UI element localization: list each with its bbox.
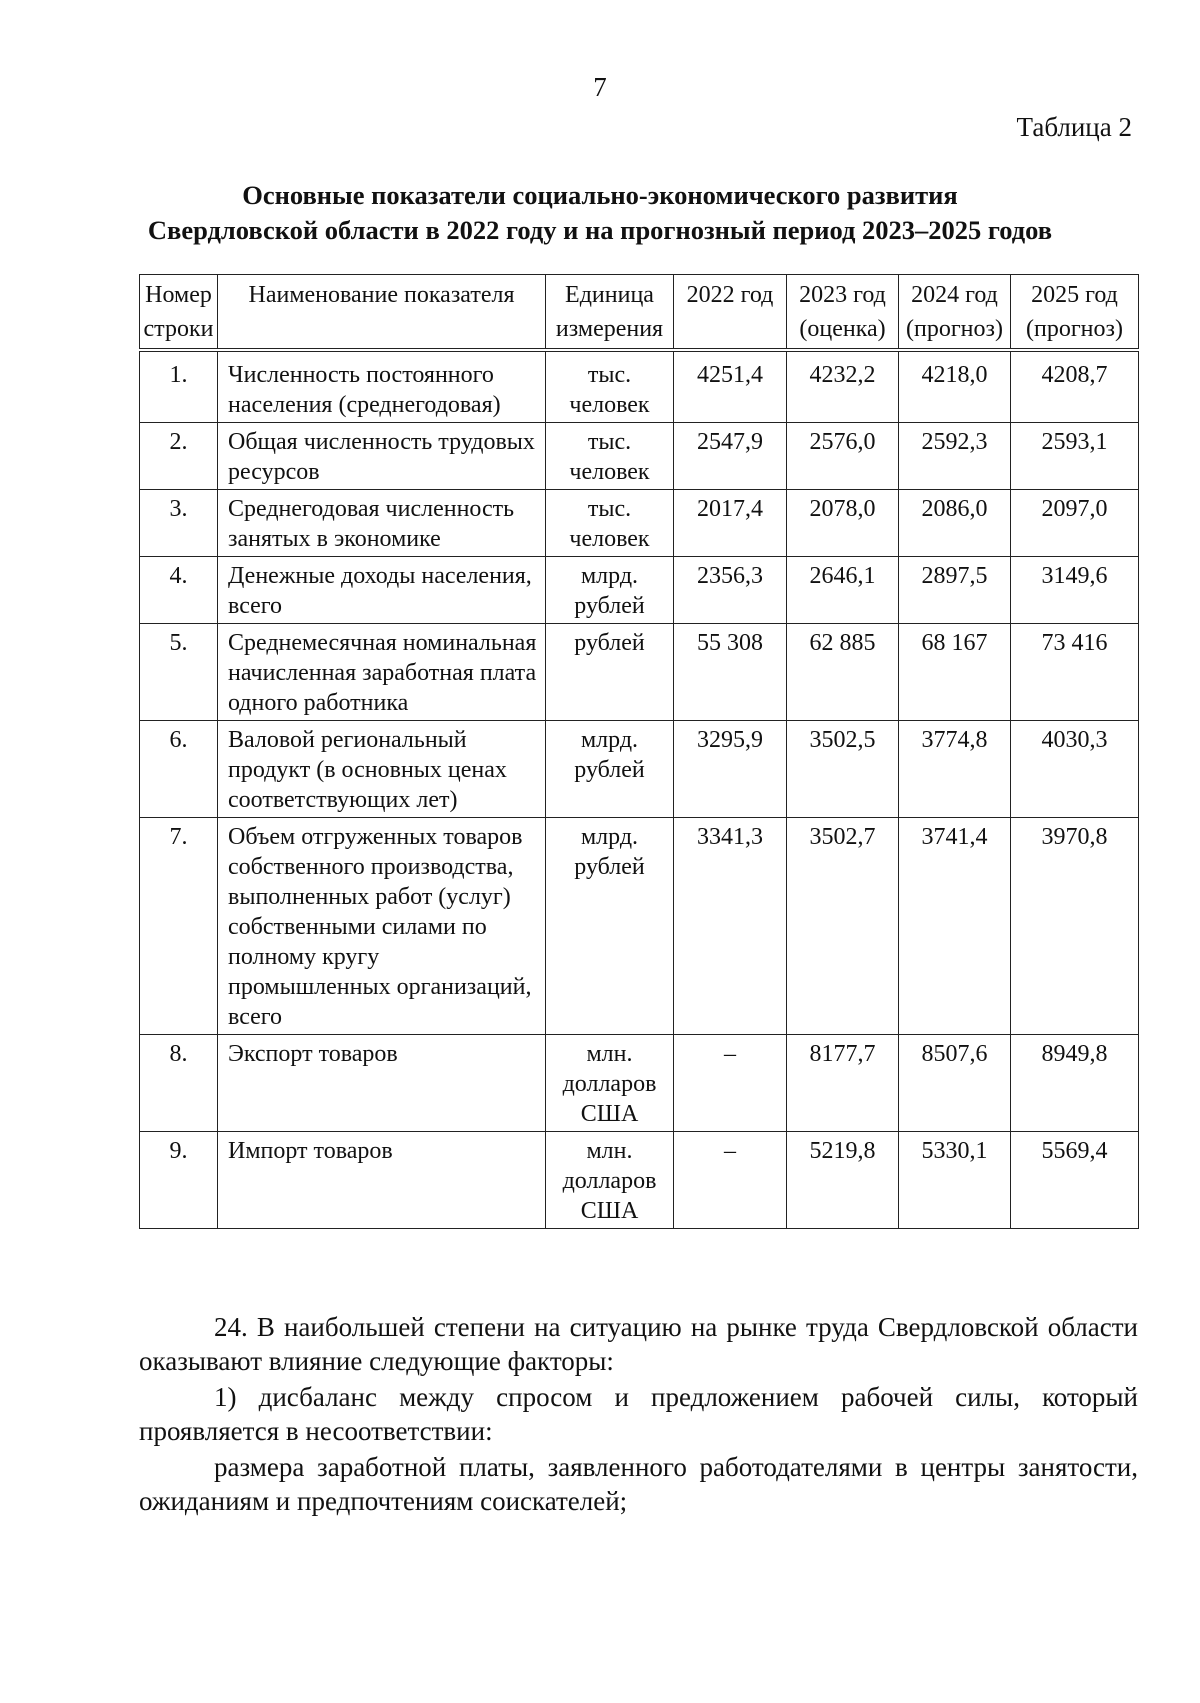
value-2025: 2593,1 [1011, 423, 1139, 490]
indicator-name: Среднегодовая численность занятых в экономике [218, 490, 546, 557]
value-2025: 8949,8 [1011, 1035, 1139, 1132]
table-header-row [140, 275, 1139, 351]
value-2025: 3970,8 [1011, 818, 1139, 1035]
value-2024: 5330,1 [899, 1132, 1011, 1229]
unit: тыс. человек [546, 423, 674, 490]
value-2025: 73 416 [1011, 624, 1139, 721]
row-number: 5. [140, 624, 218, 721]
value-2023: 3502,5 [787, 721, 899, 818]
table-row [140, 423, 1139, 490]
indicator-name: Валовой региональный продукт (в основных ценах соответствующих лет) [218, 721, 546, 818]
unit: млрд. рублей [546, 557, 674, 624]
body-text [139, 1310, 1138, 1520]
paragraph: 24. В наибольшей степени на ситуацию на рынке труда Свердловской области оказывают влияние следующие факторы: [139, 1312, 1138, 1376]
value-2024: 68 167 [899, 624, 1011, 721]
value-2024: 2086,0 [899, 490, 1011, 557]
row-number: 9. [140, 1132, 218, 1229]
unit: тыс. человек [546, 350, 674, 423]
value-2023: 4232,2 [787, 350, 899, 423]
value-2023: 5219,8 [787, 1132, 899, 1229]
header-2022: 2022 год [674, 275, 787, 351]
indicator-name: Импорт товаров [218, 1132, 546, 1229]
value-2024: 8507,6 [899, 1035, 1011, 1132]
title-line-2: Свердловской области в 2022 году и на прогнозный период 2023–2025 годов [147, 215, 1053, 245]
value-2022: – [674, 1132, 787, 1229]
header-unit: Единица измерения [546, 275, 674, 351]
value-2023: 3502,7 [787, 818, 899, 1035]
indicator-name: Численность постоянного населения (среднегодовая) [218, 350, 546, 423]
table-row [140, 818, 1139, 1035]
row-number: 3. [140, 490, 218, 557]
value-2024: 2897,5 [899, 557, 1011, 624]
table-row [140, 721, 1139, 818]
value-2022: 4251,4 [674, 350, 787, 423]
indicator-name: Общая численность трудовых ресурсов [218, 423, 546, 490]
indicator-name: Среднемесячная номинальная начисленная заработная плата одного работника [218, 624, 546, 721]
indicator-name: Денежные доходы населения, всего [218, 557, 546, 624]
value-2023: 2078,0 [787, 490, 899, 557]
row-number: 8. [140, 1035, 218, 1132]
value-2022: 3295,9 [674, 721, 787, 818]
value-2024: 2592,3 [899, 423, 1011, 490]
value-2025: 4030,3 [1011, 721, 1139, 818]
value-2025: 5569,4 [1011, 1132, 1139, 1229]
value-2024: 3774,8 [899, 721, 1011, 818]
value-2025: 4208,7 [1011, 350, 1139, 423]
table-row [140, 490, 1139, 557]
value-2023: 2576,0 [787, 423, 899, 490]
indicator-name: Экспорт товаров [218, 1035, 546, 1132]
header-2025: 2025 год (прогноз) [1011, 275, 1139, 351]
unit: млрд. рублей [546, 818, 674, 1035]
value-2022: 55 308 [674, 624, 787, 721]
unit: млн. долларов США [546, 1035, 674, 1132]
value-2022: 2356,3 [674, 557, 787, 624]
value-2022: – [674, 1035, 787, 1132]
value-2025: 3149,6 [1011, 557, 1139, 624]
table-row [140, 557, 1139, 624]
value-2022: 2017,4 [674, 490, 787, 557]
value-2023: 8177,7 [787, 1035, 899, 1132]
table-row [140, 350, 1139, 423]
unit: млрд. рублей [546, 721, 674, 818]
unit: тыс. человек [546, 490, 674, 557]
unit: рублей [546, 624, 674, 721]
page-number: 7 [593, 72, 607, 102]
row-number: 6. [140, 721, 218, 818]
header-indicator-name: Наименование показателя [218, 275, 546, 351]
indicator-name: Объем отгруженных товаров собственного производства, выполненных работ (услуг) собственными силами по полному кругу промышленных организаций, всего [218, 818, 546, 1035]
paragraph: размера заработной платы, заявленного работодателями в центры занятости, ожиданиям и предпочтениям соискателей; [139, 1452, 1138, 1516]
row-number: 2. [140, 423, 218, 490]
row-number: 1. [140, 350, 218, 423]
value-2024: 3741,4 [899, 818, 1011, 1035]
paragraph: 1) дисбаланс между спросом и предложением рабочей силы, который проявляется в несоответствии: [139, 1382, 1138, 1446]
title-line-1: Основные показатели социально-экономического развития [242, 180, 958, 210]
table-caption: Таблица 2 [1016, 112, 1132, 142]
value-2023: 62 885 [787, 624, 899, 721]
table-row [140, 1035, 1139, 1132]
row-number: 7. [140, 818, 218, 1035]
row-number: 4. [140, 557, 218, 624]
header-row-number: Номер строки [140, 275, 218, 351]
table-row [140, 624, 1139, 721]
unit: млн. долларов США [546, 1132, 674, 1229]
value-2022: 2547,9 [674, 423, 787, 490]
value-2022: 3341,3 [674, 818, 787, 1035]
value-2024: 4218,0 [899, 350, 1011, 423]
header-2023: 2023 год (оценка) [787, 275, 899, 351]
indicators-table [139, 274, 1139, 1229]
table-row [140, 1132, 1139, 1229]
header-2024: 2024 год (прогноз) [899, 275, 1011, 351]
document-title [0, 178, 1200, 248]
value-2025: 2097,0 [1011, 490, 1139, 557]
value-2023: 2646,1 [787, 557, 899, 624]
